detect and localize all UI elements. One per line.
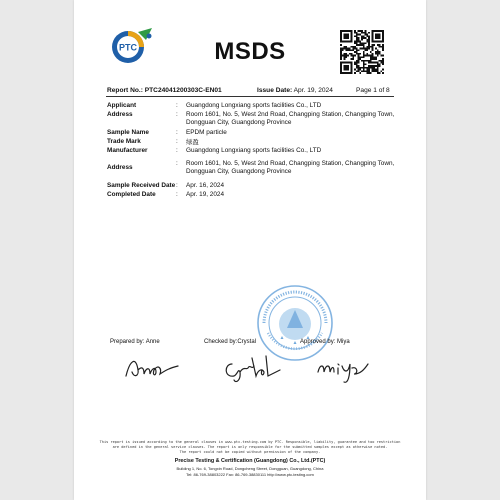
qr-code-icon[interactable]	[340, 30, 384, 74]
field-value-line2: Dongguan City, Guangdong Province	[186, 168, 292, 176]
page-indicator: Page 1 of 8	[356, 87, 390, 94]
issue-date	[257, 87, 333, 94]
field-value: Guangdong Longxiang sports facilities Co., LTD	[186, 147, 322, 154]
prepared-signature	[122, 350, 182, 384]
field-colon: :	[176, 102, 178, 109]
field-colon: :	[176, 138, 178, 145]
field-value: EPDM particle	[186, 129, 227, 136]
report-number-value: PTC24041200303C-EN01	[144, 87, 222, 94]
footer-address: Building 1, No. 6, Tongxin Road, Dongcheng Street, Dongguan, Guangdong, China	[176, 466, 324, 471]
field-label: Sample Received Date	[107, 182, 176, 189]
prepared-by-label: Prepared by: Anne	[110, 339, 160, 345]
field-colon: :	[176, 182, 178, 189]
field-label: Manufacturer	[107, 147, 148, 154]
logo-text: PTC	[119, 42, 137, 53]
footer-contact: Tel: 86-769-38803222 Fax: 86-769-38830111 http://www.ptc-testing.com	[186, 472, 314, 477]
field-label: Completed Date	[107, 191, 156, 198]
header-divider	[106, 96, 394, 97]
field-label: Address	[107, 164, 133, 171]
report-number	[107, 87, 222, 94]
checked-by-label: Checked by:Crystal	[204, 339, 257, 345]
document-title: MSDS	[214, 38, 286, 65]
footer-notice-2: are defined in the general service clauses. The report is only responsible for the submitted samples except as otherwise noted.	[112, 445, 388, 449]
field-label: Sample Name	[107, 129, 149, 136]
approved-signature	[312, 350, 372, 384]
field-value: Apr. 16, 2024	[186, 182, 225, 189]
issue-date-label: Issue Date:	[257, 87, 293, 94]
field-colon: :	[176, 147, 178, 154]
field-label: Trade Mark	[107, 138, 141, 145]
field-colon: :	[176, 160, 178, 167]
field-value: Room 1601, No. 5, West 2nd Road, Changping Station, Changping Town,	[186, 111, 395, 118]
field-colon: :	[176, 111, 178, 118]
footer-notice-3: The report could not be copied without permission of the company.	[179, 450, 321, 454]
report-number-label: Report No.:	[107, 87, 143, 94]
field-value: Apr. 19, 2024	[186, 191, 225, 198]
issue-date-value: Apr. 19, 2024	[293, 87, 333, 94]
field-value: Room 1601, No. 5, West 2nd Road, Changping Station, Changping Town,	[186, 160, 395, 167]
field-value: Guangdong Longxiang sports facilities Co., LTD	[186, 102, 322, 109]
checked-signature	[222, 350, 282, 384]
field-value: 绿盈	[186, 138, 199, 146]
approved-by-label: Approved by: Miya	[300, 339, 350, 345]
field-colon: :	[176, 191, 178, 198]
footer-lab-name: Precise Testing & Certification (Guangdong) Co., Ltd.(PTC)	[174, 458, 326, 464]
field-value-line2: Dongguan City, Guangdong Province	[186, 119, 292, 127]
document-page	[74, 0, 426, 500]
field-colon: :	[176, 129, 178, 136]
footer-notice-1: This report is issued according to the general clauses in www.ptc-testing.com by PTC. Responsible, liability, guarantee and too restriction	[99, 440, 401, 444]
field-label: Address	[107, 111, 133, 118]
field-label: Applicant	[107, 102, 137, 109]
